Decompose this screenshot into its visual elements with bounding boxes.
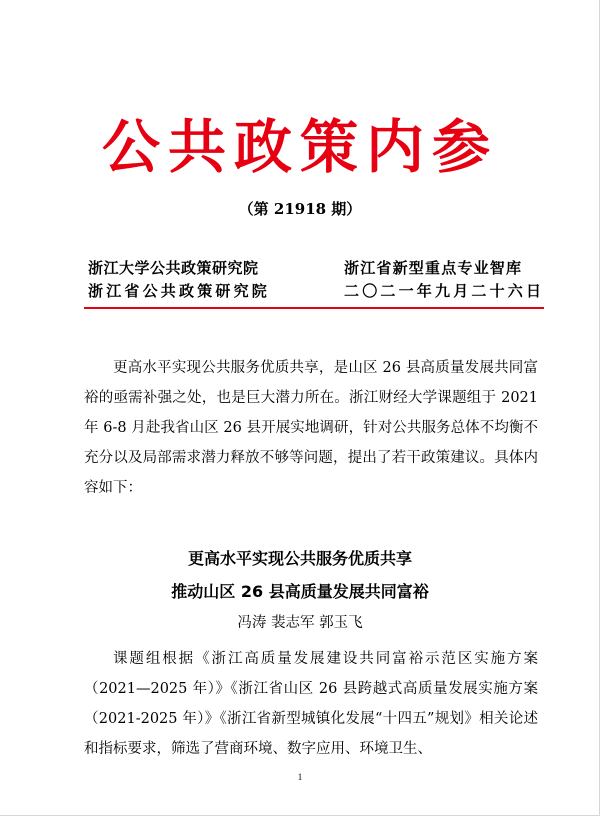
article-title-line-1: 更高水平实现公共服务优质共享: [187, 549, 412, 568]
article-title-line-2: 推动山区 26 县高质量发展共同富裕: [171, 582, 429, 601]
think-tank-label: 浙江省新型重点专业智库: [344, 259, 523, 277]
article-authors: 冯涛 裴志军 郭玉飞: [237, 615, 363, 631]
header-divider: [84, 307, 544, 309]
article-body-paragraph: 课题组根据《浙江高质量发展建设共同富裕示范区实施方案（2021—2025 年）》《浙江省山区 26 县跨越式高质量发展实施方案（2021-2025 年）》《浙江省新型城镇化发展“十四五”规划》相关论述和指标要求，筛选了营商环境、数字应用、环境卫生、: [84, 651, 538, 757]
page-number: 1: [297, 772, 303, 782]
publisher-name-1: 浙江大学公共政策研究院: [88, 259, 259, 277]
issue-number: （第 21918 期）: [238, 200, 362, 218]
publication-date: 二〇二一年九月二十六日: [344, 282, 545, 300]
publisher-name-2: 浙江省公共政策研究院: [88, 282, 271, 300]
publication-title: 公共政策内参: [101, 113, 498, 181]
intro-paragraph: 更高水平实现公共服务优质共享，是山区 26 县高质量发展共同富裕的亟需补强之处，也是巨大潜力所在。浙江财经大学课题组于 2021 年 6-8 月赴我省山区 26 县开展实地调研，针对公共服务总体不均衡不充分以及局部需求潜力释放不够等问题，提出了若干政策建议。具体内容如下：: [84, 360, 538, 496]
